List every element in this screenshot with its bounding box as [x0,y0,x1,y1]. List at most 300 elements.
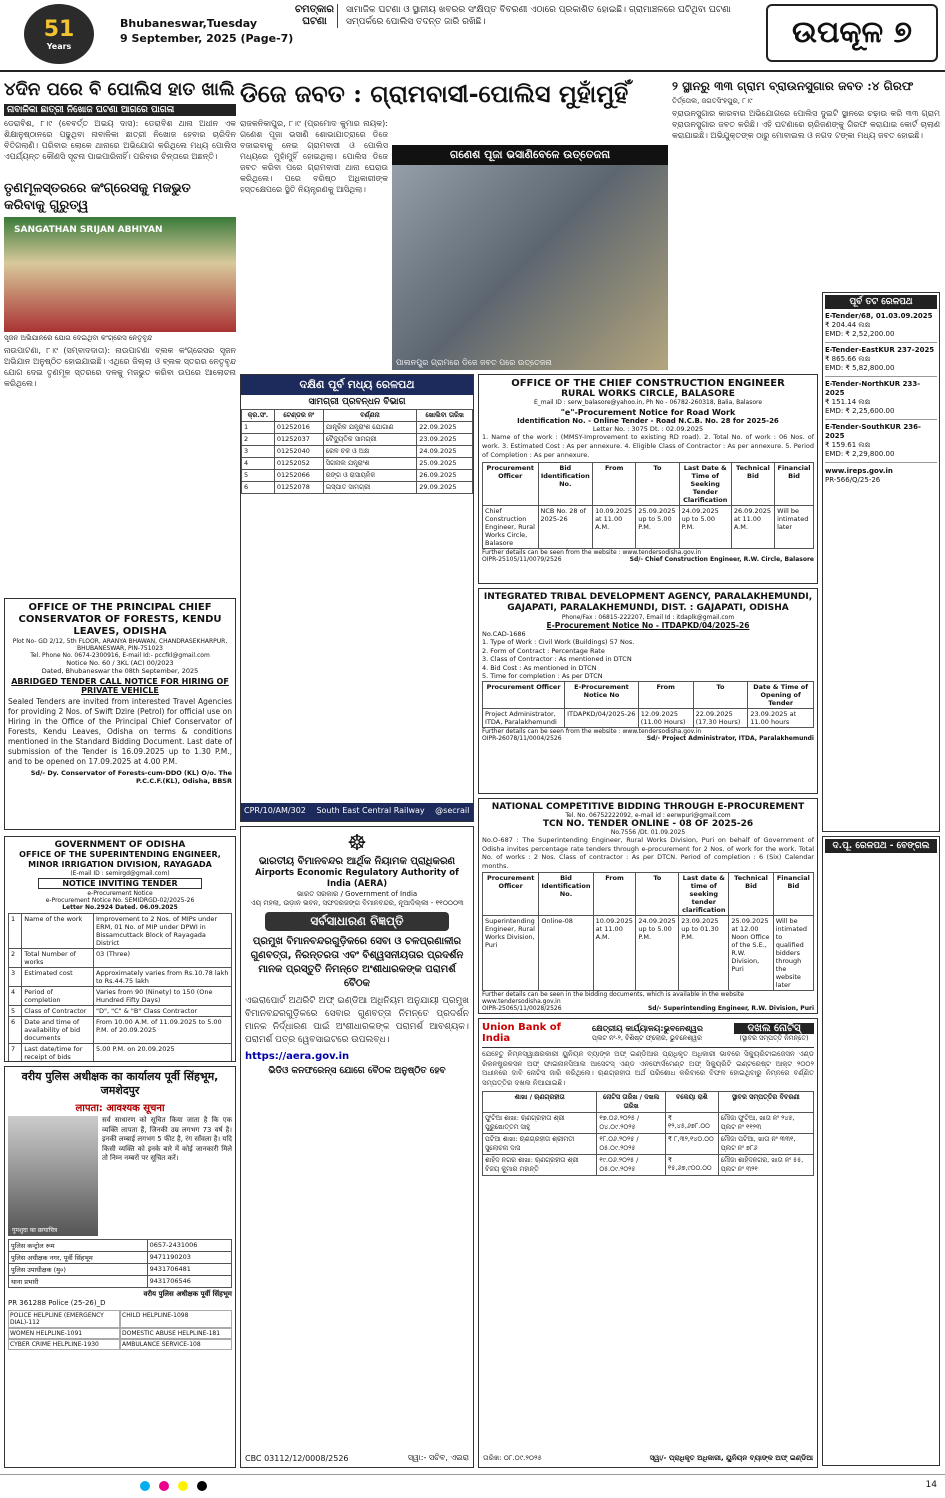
rail-right-entry-id: E-Tender-EastKUR 237-2025 [825,346,935,354]
cell: ବକେୟା ରାଶି [665,1092,718,1113]
rws-subtitle: RURAL WORKS CIRCLE, BALASORE [561,389,735,399]
registration-mark [178,1481,188,1491]
cell: Procurement Officer [483,463,539,506]
rws-email: E_mail ID : serw_balasore@yahoo.in, Ph No - 06782-260318, Balia, Balasore [533,399,763,406]
rail-right-title: ପୂର୍ବ ତଟ ରେଳପଥ [825,295,937,309]
page-number: 14 [925,1480,937,1490]
cell: Will be intimated later [775,506,814,549]
irrigation-tender-ad [4,836,236,1062]
rail-right-entry-id: E-Tender-NorthKUR 233-2025 [825,380,921,397]
cell: To [636,463,679,506]
table-row [9,1264,232,1276]
secr-subtitle: ସାମଗ୍ରୀ ପ୍ରବନ୍ଧନ ବିଭାଗ [308,397,406,407]
cell: 25.09.2025 at 12.00 Noon Office of the S.E., R.W. Division, Puri [729,916,773,991]
rws-title: OFFICE OF THE CHIEF CONSTRUCTION ENGINEER [511,378,785,389]
brief-title: ଚମତ୍କାର ଘଟଣା [292,4,338,28]
rail-right-entry-value: ₹ 159.61 ଲକ୍ଷ [825,441,871,449]
irrigation-notice: e-Procurement Notice No. SEMIDRGD-02/2025-26 [45,897,195,904]
rws-letter: Letter No. : 3075 Dt. : 02.09.2025 [592,425,704,433]
rws-body: 1. Name of the work : (MMSY-Improvement to existing RD road). 2. Total No. of work : 06 Nos. of work. 3. Estimated Cost : As per annexure. 4. Eligible Class of Contractor : As per annexure. 5. Period of Completion : As per annexure. [482,433,814,459]
ncb-tcn: TCN NO. TENDER ONLINE - 08 OF 2025-26 [542,819,754,829]
table-row [242,470,473,482]
rail-right-entry-id: E-Tender/68, 01.03.09.2025 [825,312,933,320]
rail-right-entry [825,423,937,463]
cell: 01252040 [274,446,323,458]
table-row [9,1006,232,1017]
cell: 23.09.2025 [417,434,473,446]
rail-right-entry [825,380,937,420]
table-row [483,681,814,708]
missing-person-ad [4,1066,236,1468]
cell: Varies from 90 (Ninety) to 150 (One Hundred Fifty Days) [94,987,232,1006]
secr-code: CPR/10/AM/302 [244,806,306,815]
cell: From 10.00 A.M. of 11.09.2025 to 5.00 P.M. of 20.09.2025 [94,1017,232,1044]
rail-right-entry-value: ₹ 865.66 ଲକ୍ଷ [825,355,871,363]
cell: Financial Bid [773,873,813,916]
brief-text: ସାମାଜିକ ଘଟଣା ଓ ସ୍ଥାନୀୟ ଖବରର ସଂକ୍ଷିପ୍ତ ବିବରଣୀ ଏଠାରେ ପ୍ରକାଶିତ ହୋଇଛି। ଗ୍ରାମାଞ୍ଚଳରେ ଘଟିଥିବା ଘଟଣା ସମ୍ପର୍କରେ ପୋଲିସ ତଦନ୍ତ ଜାରି ରଖିଛି। [346,5,731,27]
table-row [242,434,473,446]
rws-signature: Sd/- Chief Construction Engineer, R.W. Circle, Balasore [629,556,814,563]
table-row [242,458,473,470]
rws-balasore-ad [478,374,818,584]
irrigation-heading: NOTICE INVITING TENDER [38,878,202,889]
secr-handle[interactable]: @secrail [435,806,470,815]
table-row [9,914,232,949]
cell: 23.09.2025 up to 01.30 P.M. [679,916,729,991]
itda-code: OIPR-26078/11/0004/2526 [482,734,562,742]
registration-mark [159,1481,169,1491]
aera-body: ଏଇରାପୋର୍ଟ ଅଥରିଟି ଅଫ୍ ଇଣ୍ଡିଆ ଅଧିନିୟମ ଅନୁଯାୟୀ ପ୍ରମୁଖ ବିମାନବନ୍ଦରଗୁଡ଼ିକରେ ସେବାର ଗୁଣବତ୍ତା ନିମନ୍ତେ ପ୍ରଦର୍ଶନ ମାନକ ନିର୍ଦ୍ଧାରଣ ପାଇଁ ଅଂଶୀଧାରକଙ୍କ ପରାମର୍ଶ ଆବଶ୍ୟକ। ପରାମର୍ଶ ପତ୍ର ୱେବସାଇଟରେ ଉପଲବ୍ଧ। [245,996,469,1045]
union-notice: ଦଖଲ ନୋଟିସ୍ [734,1023,814,1034]
table-row [9,949,232,968]
cell: 6 [242,482,275,494]
table-row [483,463,814,506]
story-missing-girl [4,78,236,178]
cell: ସ୍ଥାବର ସମ୍ପତ୍ତିର ବିବରଣୀ [718,1092,813,1113]
aera-address: ଏୟ ମହଲା, ଉଡ଼ାନ ଭବନ, ସଫଦରଜଙ୍ଗ ବିମାନବନ୍ଦର, ନୂଆଦିଲ୍ଲୀ - ୧୧୦୦୦୩ [250,899,464,907]
cell: 22.09.2025 [417,422,473,434]
cell: ଶାଖା / ଋଣଗ୍ରହୀତା [483,1092,597,1113]
police-contacts [8,1239,232,1288]
secr-col: କ୍ର.ସଂ. [242,410,275,422]
cell: ₹ ୧୫,୬୭,୯୦୦.୦୦ [665,1155,718,1176]
cell: 5 [242,470,275,482]
ncb-signature: Sd/- Superintending Engineer, R.W. Division, Puri [647,1005,814,1012]
story1-headline: ୪ଦିନ ପରେ ବି ପୋଲିସ ହାତ ଖାଲି [4,79,235,100]
cell: ସିଗନାଲ ଯନ୍ତ୍ରାଂଶ [323,458,417,470]
police-signature: वरीय पुलिस अधीक्षक पूर्वी सिंहभूम [143,1290,232,1298]
union-bank-ad [478,1018,818,1468]
cell: 25.09.2025 [417,458,473,470]
cell: 0657-2431006 [147,1240,231,1252]
secr-title: ଦକ୍ଷିଣ ପୂର୍ବ ମଧ୍ୟ ରେଳପଥ [241,375,473,395]
congress-photo-caption: ସୃଜନ ଅଭିଯାନରେ ଯୋଗ ଦେଇଥିବା କଂଗ୍ରେସ ନେତୃବୃନ୍ଦ [4,334,153,342]
union-sub: (ସ୍ଥାବର ସମ୍ପତ୍ତି ନିମନ୍ତେ) [739,1034,809,1042]
cell: 2 [242,434,275,446]
cell: 01252066 [274,470,323,482]
helplines [8,1310,232,1350]
cell: Chief Construction Engineer, Rural Works Circle, Balasore [483,506,539,549]
cell: ବୈଦ୍ୟୁତିକ ସାମଗ୍ରୀ [323,434,417,446]
story1-subhead: ନାବାଳିକା ଛାତ୍ରୀ ନିଖୋଜ ଘଟଣା ଆଗରେ ପାଗଳା [4,104,236,116]
anniversary-label: Years [46,42,72,51]
union-notice-block [734,1023,814,1043]
ncb-table [482,872,814,991]
dateline [120,16,293,46]
cell: ରଙ୍ଗ ଓ ରାସାୟନିକ [323,470,417,482]
aera-notice-ad [240,826,474,1468]
irrigation-email: (E-mail ID : semirgd@gmail.com) [70,870,170,877]
cell: 3 [9,968,22,987]
table-row [483,708,814,727]
ncb-title: NATIONAL COMPETITIVE BIDDING THROUGH E-PROCUREMENT [491,802,805,812]
cell: ଶାହିଦ ନଗର ଶାଖା: ଋଣଗ୍ରହୀତା ଶ୍ରୀ ବିଜୟ କୁମାର ମହାନ୍ତି [483,1155,597,1176]
irrigation-sub: e-Procurement Notice [87,890,153,897]
rail-right-entry-emd: EMD: ₹ 2,25,600.00 [825,407,895,415]
helpline-item: CHILD HELPLINE-1098 [120,1310,232,1328]
table-row [483,916,814,991]
cell: From [638,681,693,708]
itda-notice: E-Procurement Notice No - ITDAPKD/04/2025-26 [546,621,750,630]
rail-right-website[interactable]: www.ireps.gov.in [825,467,893,475]
registration-mark [140,1481,150,1491]
cell: Project Administrator, ITDA, Paralakhemundi [483,708,565,727]
union-date: ତାରିଖ: ୦୮.୦୯.୨୦୨୫ [483,1454,542,1462]
irrigation-table [8,913,232,1062]
photo-banner: SANGATHAN SRIJAN ABHIYAN [14,225,163,235]
forest-tender-ad [4,598,236,830]
table-row [9,987,232,1006]
cell: 26.09.2025 at 11.00 A.M. [731,506,774,549]
table-row [9,1276,232,1288]
cell: Online-08 [539,916,593,991]
rws-ident: Identification No. - Online Tender - Road N.C.B. No. 28 for 2025-26 [517,417,779,425]
helpline-item: DOMESTIC ABUSE HELPLINE-181 [120,1328,232,1339]
table-row [483,1134,814,1155]
table-row [9,1044,232,1063]
forest-title: OFFICE OF THE PRINCIPAL CHIEF CONSERVATOR OF FORESTS, KENDU LEAVES, ODISHA [18,602,222,637]
aera-title-or: ଭାରତୀୟ ବିମାନବନ୍ଦର ଆର୍ଥିକ ନିୟାମକ ପ୍ରାଧିକରଣ [258,856,456,867]
irrigation-letter: Letter No.2924 Dated. 06.09.2025 [62,904,178,911]
irrigation-title: GOVERNMENT OF ODISHA [54,840,186,850]
masthead [0,0,945,72]
cell: Period of completion [22,987,94,1006]
cell: 3 [242,446,275,458]
secr-col: ଟେଣ୍ଡର ନଂ [274,410,323,422]
cell: ଯାନ୍ତ୍ରିକ ଯନ୍ତ୍ରାଂଶ ଯୋଗାଣ [323,422,417,434]
helpline-item: POLICE HELPLINE (EMERGENCY DIAL)-112 [8,1310,120,1328]
cell: ଫୁଟିଆ ଶାଖା: ଋଣଗ୍ରହୀତା ଶ୍ରୀ ପୁରୁଷୋତ୍ତମ ସାହୁ [483,1113,597,1134]
cell: 9431706481 [147,1264,231,1276]
itda-signature: Sd/- Project Administrator, ITDA, Paralakhemundi [646,734,814,742]
rws-notice: "e"-Procurement Notice for Road Work [560,408,736,417]
story4-dateline: ତିର୍ତ୍ତୋଲ, ଜଗତସିଂହପୁର, ୮।୯ [672,97,753,105]
cell: Last date/time for receipt of bids [22,1044,94,1063]
cell: पुलिस कन्ट्रोल रूम [9,1240,148,1252]
cell: Bid Identification No. [539,873,593,916]
page-footer [0,1474,945,1498]
cell: Technical Bid [729,873,773,916]
cell: Procurement Officer [483,681,565,708]
cell: 2 [9,949,22,968]
cell: 26.09.2025 [417,470,473,482]
cell: 4 [242,458,275,470]
anniversary-logo [24,4,94,64]
missing-photo-caption: गुमशुदा का छायाचित्र [12,1227,58,1234]
cell: Procurement Officer [483,873,539,916]
cell: 5.00 P.M. on 20.09.2025 [94,1044,232,1063]
rws-code: OIPR-25105/11/0079/2526 [482,556,562,563]
secr-rail-ad [240,374,474,822]
table-row [9,968,232,987]
cell: पुलिस अधीक्षक नगर, पूर्वी सिंहभूम [9,1252,148,1264]
cell: Bid Identification No. [538,463,593,506]
story1-body: ଡେରାବିଶ, ୮।୯ (ବେବର୍ତ୍ତ ଅଭୟ ଦାସ): ଡେରାବିଶ ଥାନା ଅଧୀନ ଏକ ଶିକ୍ଷାନୁଷ୍ଠାନରେ ପଢୁଥିବା ନାବାଳିକା ଛାତ୍ରୀ ନିଖୋଜ ହେବାର ଚାରିଦିନ ବିତିଗଲାଣି। ପରିବାର ଲୋକେ ଥାନାରେ ଅଭିଯୋଗ କରିଥିଲେ ମଧ୍ୟ ପୋଲିସ ଏପର୍ଯ୍ୟନ୍ତ କୌଣସି ସୂଚନା ପାଇପାରିନାହିଁ। ପରିବାର ଚିନ୍ତାରେ ଅଛନ୍ତି। [4,119,236,161]
story4-body: ବ୍ରାଉନସୁଗାର କାରବାର ଅଭିଯୋଗରେ ପୋଲିସ ଦୁଇଟି ସ୍ଥାନରେ ଚଢ଼ାଉ କରି ୩୩ ଗ୍ରାମ ବ୍ରାଉନସୁଗାର ଜବତ କରିଛି। ଏହି ଘଟଣାରେ ଚାରିଜଣଙ୍କୁ ଗିରଫ କରାଯାଇ କୋର୍ଟ ଚାଲାଣ କରାଯାଇଛି। ଅଭିଯୁକ୍ତଙ୍କ ଠାରୁ ମୋବାଇଲ ଓ ନଗଦ ଟଙ୍କା ମଧ୍ୟ ଜବତ ହୋଇଛି। [672,109,940,140]
cell: Technical Bid [731,463,774,506]
ncb-puri-ad [478,798,818,1014]
date-line-1: Bhubaneswar,Tuesday [120,17,258,30]
cell: From [593,873,636,916]
itda-table [482,681,814,728]
cell: ପଟିଆ ଶାଖା: ଋଣଗ୍ରହୀତା ଶ୍ରୀମତୀ ସୁଲୋଚନା ଦାସ [483,1134,597,1155]
cell: 5 [9,1006,22,1017]
cell: 01252052 [274,458,323,470]
cell: 24.09.2025 up to 5.00 P.M. [679,506,731,549]
cell: 29.09.2025 [417,482,473,494]
secr-table [241,409,473,494]
union-office: କ୍ଷେତ୍ରୀୟ କାର୍ଯ୍ୟାଳୟ:ଭୁବନେଶ୍ୱର [592,1023,703,1033]
itda-title: INTEGRATED TRIBAL DEVELOPMENT AGENCY, PARALAKHEMUNDI, GAJAPATI, PARALAKHEMUNDI, DIST. : GAJAPATI, ODISHA [483,592,813,613]
union-header [482,1022,814,1048]
east-coast-rail-ad [822,292,940,832]
cell: 9431706546 [147,1276,231,1288]
cell: ITDAPKD/04/2025-26 [565,708,639,727]
police-body: सर्व साधारण को सूचित किया जाता है कि एक व्यक्ति लापता हैं, जिनकी उम्र लगभग 73 वर्ष है। इनकी लम्बाई लगभग 5 फीट है, रंग साँवला है। यदि किसी व्यक्ति को इनके बारे में कोई जानकारी मिले तो निम्न नम्बरों पर सूचित करें। [102,1116,232,1162]
cell: From [593,463,636,506]
cell: ମୌଜା ପଟିଆ, ଖାତା ନଂ ୩୩୧, ପ୍ଲଟ ନଂ ୭୮୬ [718,1134,813,1155]
cell: ୧୮.୦୬.୨୦୨୫ / ୦୫.୦୯.୨୦୨୫ [597,1134,666,1155]
cell: 24.09.2025 [417,446,473,458]
aera-title-en: Airports Economic Regulatory Authority of India (AERA) [255,868,459,889]
table-row [483,1113,814,1134]
secr-col: ବର୍ଣ୍ଣନା [323,410,417,422]
cell: Improvement to 2 Nos. of MIPs under ERM, 01 No. of MIP under DPWI in Bissamcuttack Block of Rayagada District [94,914,232,949]
cell: ₹ ୮,୩୨,୧୪୦.୦୦ [665,1134,718,1155]
itda-website[interactable]: Further details can be seen from the website : www.tendersodisha.gov.in [482,727,702,735]
itda-item: 2. Form of Contract : Percentage Rate [482,646,605,655]
forest-signature: Sd/- Dy. Conservator of Forests-cum-DDO (KL) O/o. The P.C.C.F.(KL), Odisha, BBSR [30,769,232,785]
rail-right-entry-emd: EMD: ₹ 5,82,800.00 [825,364,895,372]
cell: थाना प्रभारी [9,1276,148,1288]
police-title: वरीय पुलिस अधीक्षक का कार्यालय पूर्वी सिंहभूम, जमशेदपुर [21,1070,219,1097]
table-row [483,1092,814,1113]
helpline-item: WOMEN HELPLINE-1091 [8,1328,120,1339]
rail-right-entry-emd: EMD: ₹ 2,29,800.00 [825,450,895,458]
dj-photo-caption: ପାଲନପୁର ଗ୍ରାମରେ ଡିଜେ ଜବତ ପରେ ଉତ୍ତେଜନା [396,358,552,367]
cell: 23.09.2025 at 11.00 hours [748,708,814,727]
cell: Date & Time of Opening of Tender [748,681,814,708]
cell: 1 [242,422,275,434]
itda-phone: Phone/Fax : 06815-222207, Email Id : itdaplk@gmail.com [561,614,735,621]
ncb-code: OIPR-25065/11/0028/2526 [482,1005,562,1012]
cell: NCB No. 28 of 2025-26 [538,506,593,549]
forest-heading: ABRIDGED TENDER CALL NOTICE FOR HIRING OF PRIVATE VEHICLE [11,677,229,695]
itda-item: 1. Type of Work : Civil Work (Buildings) 57 Nos. [482,638,635,646]
rail-right-entry [825,312,937,343]
table-row [9,1240,232,1252]
cell: 22.09.2025 (17.30 Hours) [693,708,748,727]
cell: 7 [9,1044,22,1063]
cell: To [636,873,679,916]
cell: Approximately varies from Rs.10.78 lakh to Rs.44.75 lakh [94,968,232,987]
cell: Last date & time of seeking tender clarification [679,873,729,916]
rail-right-entry-emd: EMD: ₹ 2,52,200.00 [825,330,895,338]
cell: 10.09.2025 at 11.00 A.M. [593,506,636,549]
ncb-website[interactable]: Further details can be seen in the bidding documents, which is available in the website www.tendersodisha.gov.in [482,991,744,1005]
table-row [483,873,814,916]
helpline-item: AMBULANCE SERVICE-108 [120,1339,232,1350]
cell: 01252037 [274,434,323,446]
cell: Class of Contractor [22,1006,94,1017]
union-bank-name: Union Bank of India [482,1022,561,1044]
ncb-body: No.O-687 : The Superintending Engineer, Rural Works Division, Puri on behalf of Government of Odisha invites percentage rate tenders through e-procurement for 2 Nos. of work for the work. Total No. of works : 2 Nos. Class of contractor : As per DTCN. Period of completion : 6 (Six) Calendar months. [482,836,814,870]
dj-photo [392,145,668,370]
aera-subtitle: ଭାରତ ସରକାର / Government of India [296,890,418,898]
forest-address: Plot No- GD 2/12, 5th FLOOR, ARANYA BHAWAN, CHANDRASEKHARPUR, BHUBANESWAR, PIN-751023 [12,638,228,652]
aera-website[interactable]: https://aera.gov.in [245,1051,350,1062]
itda-item: 3. Class of Contractor : As mentioned in DTCN [482,655,632,663]
cell: 03 (Three) [94,949,232,968]
aera-code: CBC 03112/12/0008/2526 [245,1454,349,1463]
rail-right-entry-value: ₹ 151.14 ଲକ୍ଷ [825,398,871,406]
union-signature: ସ୍ୱା/- ପ୍ରାଧିକୃତ ଅଧିକାରୀ, ୟୁନିୟନ ବ୍ୟାଙ୍କ ଅଫ୍ ଇଣ୍ଡିଆ [649,1454,813,1462]
story2-headline: ତୃଣମୂଳସ୍ତରରେ କଂଗ୍ରେସକୁ ମଜଭୁତ କରିବାକୁ ଗୁରୁତ୍ୱ [4,181,191,213]
cell: Last Date & Time of Seeking Tender Clarification [679,463,731,506]
forest-phone: Tel. Phone No. 0674-2300916, E-mail Id:- pccfkl@gmail.com [30,652,210,659]
cell: पुलिस उपाधीक्षक (मु०) [9,1264,148,1276]
cell: 24.09.2025 up to 5.00 P.M. [636,916,679,991]
secr-brand: South East Central Railway [316,806,425,815]
cell: Financial Bid [775,463,814,506]
cell: Estimated cost [22,968,94,987]
table-row [483,1155,814,1176]
cell: E-Procurement Notice No [565,681,639,708]
bengal-rail-ad [822,836,940,1466]
story3-subhead: ଗଣେଶ ପୂଜା ଭସାଣିବେଳେ ଉତ୍ତେଜନା [392,145,668,165]
rail-right-entries [825,312,937,463]
cell: 9471190203 [147,1252,231,1264]
aera-signature: ସ୍ୱା:- ସଚିବ, ଏଇରା [407,1453,469,1462]
registration-mark [197,1481,207,1491]
cell: ୧୭.୦୬.୨୦୨୫ / ୦୪.୦୯.୨୦୨୫ [597,1113,666,1134]
rws-table [482,462,814,549]
story3-body: ରାଜକନିକାପୁର, ୮।୯ (ପ୍ରମୋଦ କୁମାର ନାୟକ): ଗଣେଶ ପୂଜା ଭସାଣି ଶୋଭାଯାତ୍ରାରେ ଡିଜେ ବଜାଇବାକୁ ନେଇ ଗ୍ରାମବାସୀ ଓ ପୋଲିସ ମଧ୍ୟରେ ମୁହାଁମୁହିଁ ହୋଇଥିଲା। ପୋଲିସ ଡିଜେ ଜବତ କରିବା ପରେ ଗ୍ରାମବାସୀ ଥାନା ଘେରାଉ କରିଥିଲେ। ପରେ ବରିଷ୍ଠ ଅଧିକାରୀଙ୍କ ହସ୍ତକ୍ଷେପରେ ସ୍ଥିତି ନିୟନ୍ତ୍ରଣକୁ ଆସିଥିଲା। [240,119,388,194]
union-office-block [592,1024,734,1043]
section-title: ଉପକୂଳ ୭ [766,4,938,62]
itda-ad [478,588,818,794]
union-table [482,1091,814,1176]
forest-dated: Dated, Bhubaneswar the 08th September, 2025 [41,667,199,675]
emblem-icon: ☸ [347,831,367,856]
cell: ₹ ୧୨,୪୫,୬୭୮.୦୦ [665,1113,718,1134]
cell: 10.09.2025 at 11.00 A.M. [593,916,636,991]
cell: "D", "C" & "B" Class Contractor [94,1006,232,1017]
story4-headline: ୨ ସ୍ଥାନରୁ ୩୩ ଗ୍ରାମ ବ୍ରାଉନସୁଗାର ଜବତ :୪ ଗିରଫ [672,79,914,93]
cell: To [693,681,748,708]
forest-body: Sealed Tenders are invited from interested Travel Agencies for providing 2 Nos. of Swift Dzire (Petrol) for official use on Hiring in the Office of the Principal Chief Conservator of Forests, Kendu Leaves, Odisha on terms & conditions mentioned in the Standard Bidding Document. Last date of submission of the Tender is 16.09.2025 up to 1.30 P.M., and to be opened on 17.09.2025 at 4.00 P.M. [8,697,232,766]
rail-right-entry-value: ₹ 204.44 ଲକ୍ଷ [825,321,871,329]
rws-website[interactable]: Further details can be seen from the website : www.tendersodisha.gov.in [482,549,702,556]
secr-col: ଖୋଲିବା ତାରିଖ [417,410,473,422]
helpline-item: CYBER CRIME HELPLINE-1930 [8,1339,120,1350]
table-row [9,1252,232,1264]
cell: 01252078 [274,482,323,494]
itda-item: 5. Time for completion : As per DTCN [482,672,603,680]
police-code: PR 361288 Police (25-26)_D [8,1299,106,1307]
irrigation-title2: OFFICE OF THE SUPERINTENDING ENGINEER, MINOR IRRIGATION DIVISION, RAYAGADA [19,850,221,869]
cell: Total Number of works [22,949,94,968]
rail-right-title-2: ଦ.ପୂ. ରେଳପଥ - ବେଙ୍ଗଲ [825,839,937,853]
story2-body: ନାଉପାଟଣା, ୮।୯ (ସମ୍ବାଦଦାତା): ନାଉପାଟଣା ବ୍ଲକ କଂଗ୍ରେସର ସୃଜନ ଅଭିଯାନ ଅନୁଷ୍ଠିତ ହୋଇଯାଇଛି। ଏଥିରେ ଜିଲ୍ଲା ଓ ବ୍ଲକ ସ୍ତରର ନେତୃବୃନ୍ଦ ଯୋଗ ଦେଇ ତୃଣମୂଳ ସ୍ତରରେ ଦଳକୁ ମଜଭୁତ କରିବା ଉପରେ ଆଲୋଚନା କରିଥିଲେ। [4,346,236,388]
union-body: ଯେହେତୁ ନିମ୍ନସ୍ୱାକ୍ଷରକାରୀ ୟୁନିୟନ ବ୍ୟାଙ୍କ ଅଫ୍ ଇଣ୍ଡିଆର ପ୍ରାଧିକୃତ ଅଧିକାରୀ ଭାବରେ ସିକ୍ୟୁରିଟାଇଜେସନ ଏଣ୍ଡ ରିକନଷ୍ଟ୍ରକସନ ଅଫ୍ ଫାଇନାନସିଆଲ ଆସେଟସ୍ ଏଣ୍ଡ ଏନଫୋର୍ସମେଣ୍ଟ ଅଫ୍ ସିକ୍ୟୁରିଟି ଇଣ୍ଟରେଷ୍ଟ ଆକ୍ଟ ୨୦୦୨ ଅଧୀନରେ ଦାବି ନୋଟିସ ଜାରି କରିଥିଲେ। ଋଣଗ୍ରହୀତା ଅର୍ଥ ପରିଶୋଧ କରିବାରେ ବିଫଳ ହୋଇଥିବାରୁ ନିମ୍ନରେ ବର୍ଣ୍ଣିତ ସମ୍ପତ୍ତିର ଦଖଲ ନିଆଯାଇଛି। [482,1050,814,1087]
table-row [242,446,473,458]
cell: 1 [9,914,22,949]
cell: ଇସ୍ପାତ ସାମଗ୍ରୀ [323,482,417,494]
cell: ନୋଟିସ ତାରିଖ / ଦଖଲ ତାରିଖ [597,1092,666,1113]
aera-heading: ସର୍ବସାଧାରଣ ବିଜ୍ଞପ୍ତି [265,912,449,931]
cell: ରେଳ ଚକ ଓ ଅକ୍ଷ [323,446,417,458]
cell: 6 [9,1017,22,1044]
cell: 4 [9,987,22,1006]
table-row [9,1017,232,1044]
table-row [242,482,473,494]
cell: ୧୯.୦୬.୨୦୨୫ / ୦୫.୦୯.୨୦୨୫ [597,1155,666,1176]
missing-person-photo [8,1116,98,1236]
itda-cad: No.CAD-1686 [482,630,526,638]
date-line-2: 9 September, 2025 (Page-7) [120,32,294,45]
cell: 01252016 [274,422,323,434]
rail-right-entry-id: E-Tender-SouthKUR 236-2025 [825,423,921,440]
story3-headline: ଡିଜେ ଜବତ : ଗ୍ରାମବାସୀ-ପୋଲିସ ମୁହାଁମୁହିଁ [240,79,629,108]
table-row [242,422,473,434]
aera-meeting: ଭିଡିଓ କନଫରେନ୍ସ ଯୋଗେ ବୈଠକ ଅନୁଷ୍ଠିତ ହେବ [268,1066,446,1076]
cell: 12.09.2025 (11.00 Hours) [638,708,693,727]
cell: Date and time of availability of bid documents [22,1017,94,1044]
rail-right-entry [825,346,937,377]
aera-lead: ପ୍ରମୁଖ ବିମାନବନ୍ଦରଗୁଡ଼ିକରେ ସେବା ଓ ଚଳପ୍ରଣାଳୀର ଗୁଣବତ୍ତା, ନିରନ୍ତରତା ଏବଂ ବିଶ୍ୱସନୀୟତାର ପ୍ରଦର୍ଶନ ମାନକ ପ୍ରସ୍ତୁତି ନିମନ୍ତେ ଅଂଶୀଧାରକଙ୍କ ପରାମର୍ଶ ବୈଠକ [250,936,464,989]
secr-footer [241,803,473,821]
rail-right-code: PR-566/Q/25-26 [825,476,881,484]
table-row [483,506,814,549]
union-address: ପ୍ଲଟ ନଂ-୨, ବିଶିଷ୍ଟ ଫ୍ଲୋର, ଭୁବନେଶ୍ୱର [592,1033,702,1042]
anniversary-number: 51 [43,17,75,42]
cell: Will be intimated to qualified bidders through the website later [773,916,813,991]
forest-notice: Notice No. 60 / 3KL (AC) 00/2023 [66,659,174,667]
itda-items [482,638,814,681]
story-congress [4,180,236,592]
story-brown-sugar [672,78,940,288]
cell: ମୌଜା ଶାହିଦନଗର, ଖାତା ନଂ ୫୫, ପ୍ଲଟ ନଂ ୩୨୧ [718,1155,813,1176]
cell: Name of the work [22,914,94,949]
cell: ମୌଜା ଫୁଟିଆ, ଖାତା ନଂ ୨୪୫, ପ୍ଲଟ ନଂ ୧୧୨୩ [718,1113,813,1134]
secr-table-header [242,410,473,422]
cell: 25.09.2025 up to 5.00 P.M. [636,506,679,549]
cell: Superintending Engineer, Rural Works Division, Puri [483,916,539,991]
congress-photo [4,217,236,332]
ncb-tel: Tel. No. 06752222092, e-mail id : eerwpuri@gmail.com [565,812,731,819]
police-heading: लापता: आवश्यक सूचना [75,1103,165,1114]
